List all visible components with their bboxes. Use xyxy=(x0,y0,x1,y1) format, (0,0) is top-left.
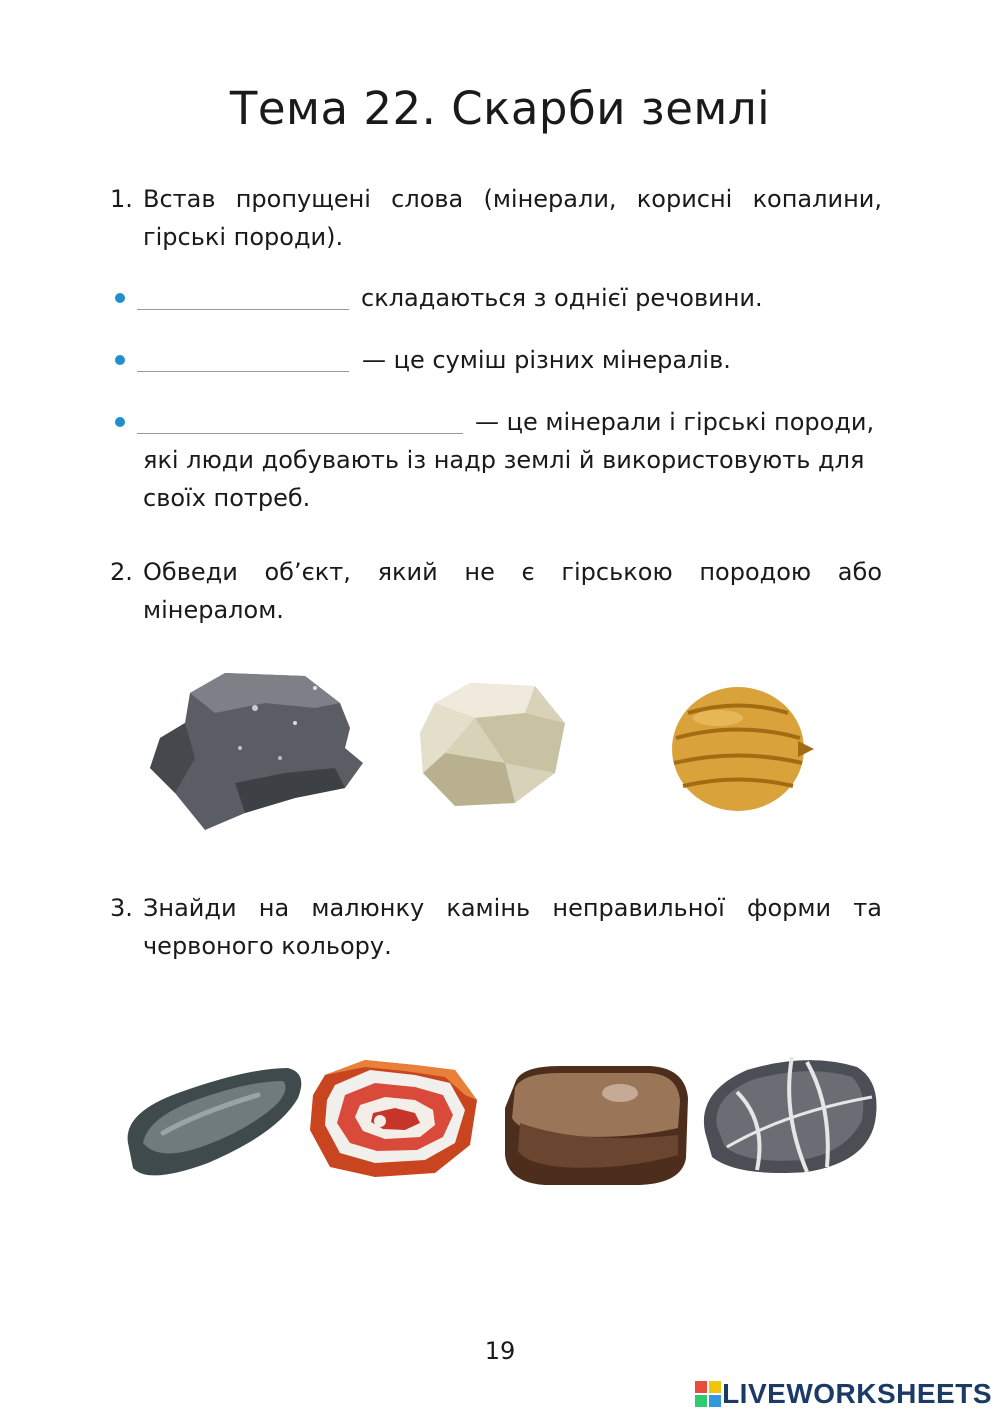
brand-wordmark[interactable]: LIVEWORKSHEETS xyxy=(722,1378,992,1409)
walnut-icon[interactable] xyxy=(668,683,816,813)
crystal-mineral-icon[interactable] xyxy=(415,678,570,808)
brown-rounded-stone-icon[interactable] xyxy=(500,1063,690,1187)
page-title: Тема 22. Скарби землі xyxy=(229,82,771,135)
page-number: 19 xyxy=(484,1337,516,1365)
task-text: Обведи об’єкт, який не є гірською породою або мінералом. xyxy=(143,558,882,624)
task-1 xyxy=(110,180,882,256)
blank-input-2[interactable] xyxy=(137,371,349,372)
task-number: 1. xyxy=(110,185,133,213)
blank-input-3[interactable] xyxy=(137,433,463,434)
red-agate-stone-icon[interactable] xyxy=(305,1055,481,1181)
task-text: Знайди на малюнку камінь неправильної форми та червоного кольору. xyxy=(143,894,882,960)
fill-item-text-cont: своїх потреб. xyxy=(143,484,311,512)
fill-item-text: — це суміш різних мінералів. xyxy=(362,346,731,374)
fill-item-text: — це мінерали і гірські породи, xyxy=(475,408,875,436)
fill-item-text: складаються з однієї речовини. xyxy=(361,284,763,312)
fill-item-text-cont: які люди добувають із надр землі й використовують для xyxy=(143,446,865,474)
task-number: 3. xyxy=(110,894,133,922)
task-text: Встав пропущені слова (мінерали, корисні копалини, гірські породи). xyxy=(143,185,882,251)
task-number: 2. xyxy=(110,558,133,586)
liveworksheets-logo-icon xyxy=(695,1381,721,1407)
task-2 xyxy=(110,553,882,629)
bullet-icon xyxy=(115,293,125,303)
bullet-icon xyxy=(115,355,125,365)
task-3 xyxy=(110,889,882,965)
grey-flat-pebble-icon[interactable] xyxy=(118,1063,304,1188)
dark-rock-icon[interactable] xyxy=(145,668,365,833)
blank-input-1[interactable] xyxy=(137,309,349,310)
bullet-icon xyxy=(115,417,125,427)
grey-veined-pebble-icon[interactable] xyxy=(697,1052,880,1176)
